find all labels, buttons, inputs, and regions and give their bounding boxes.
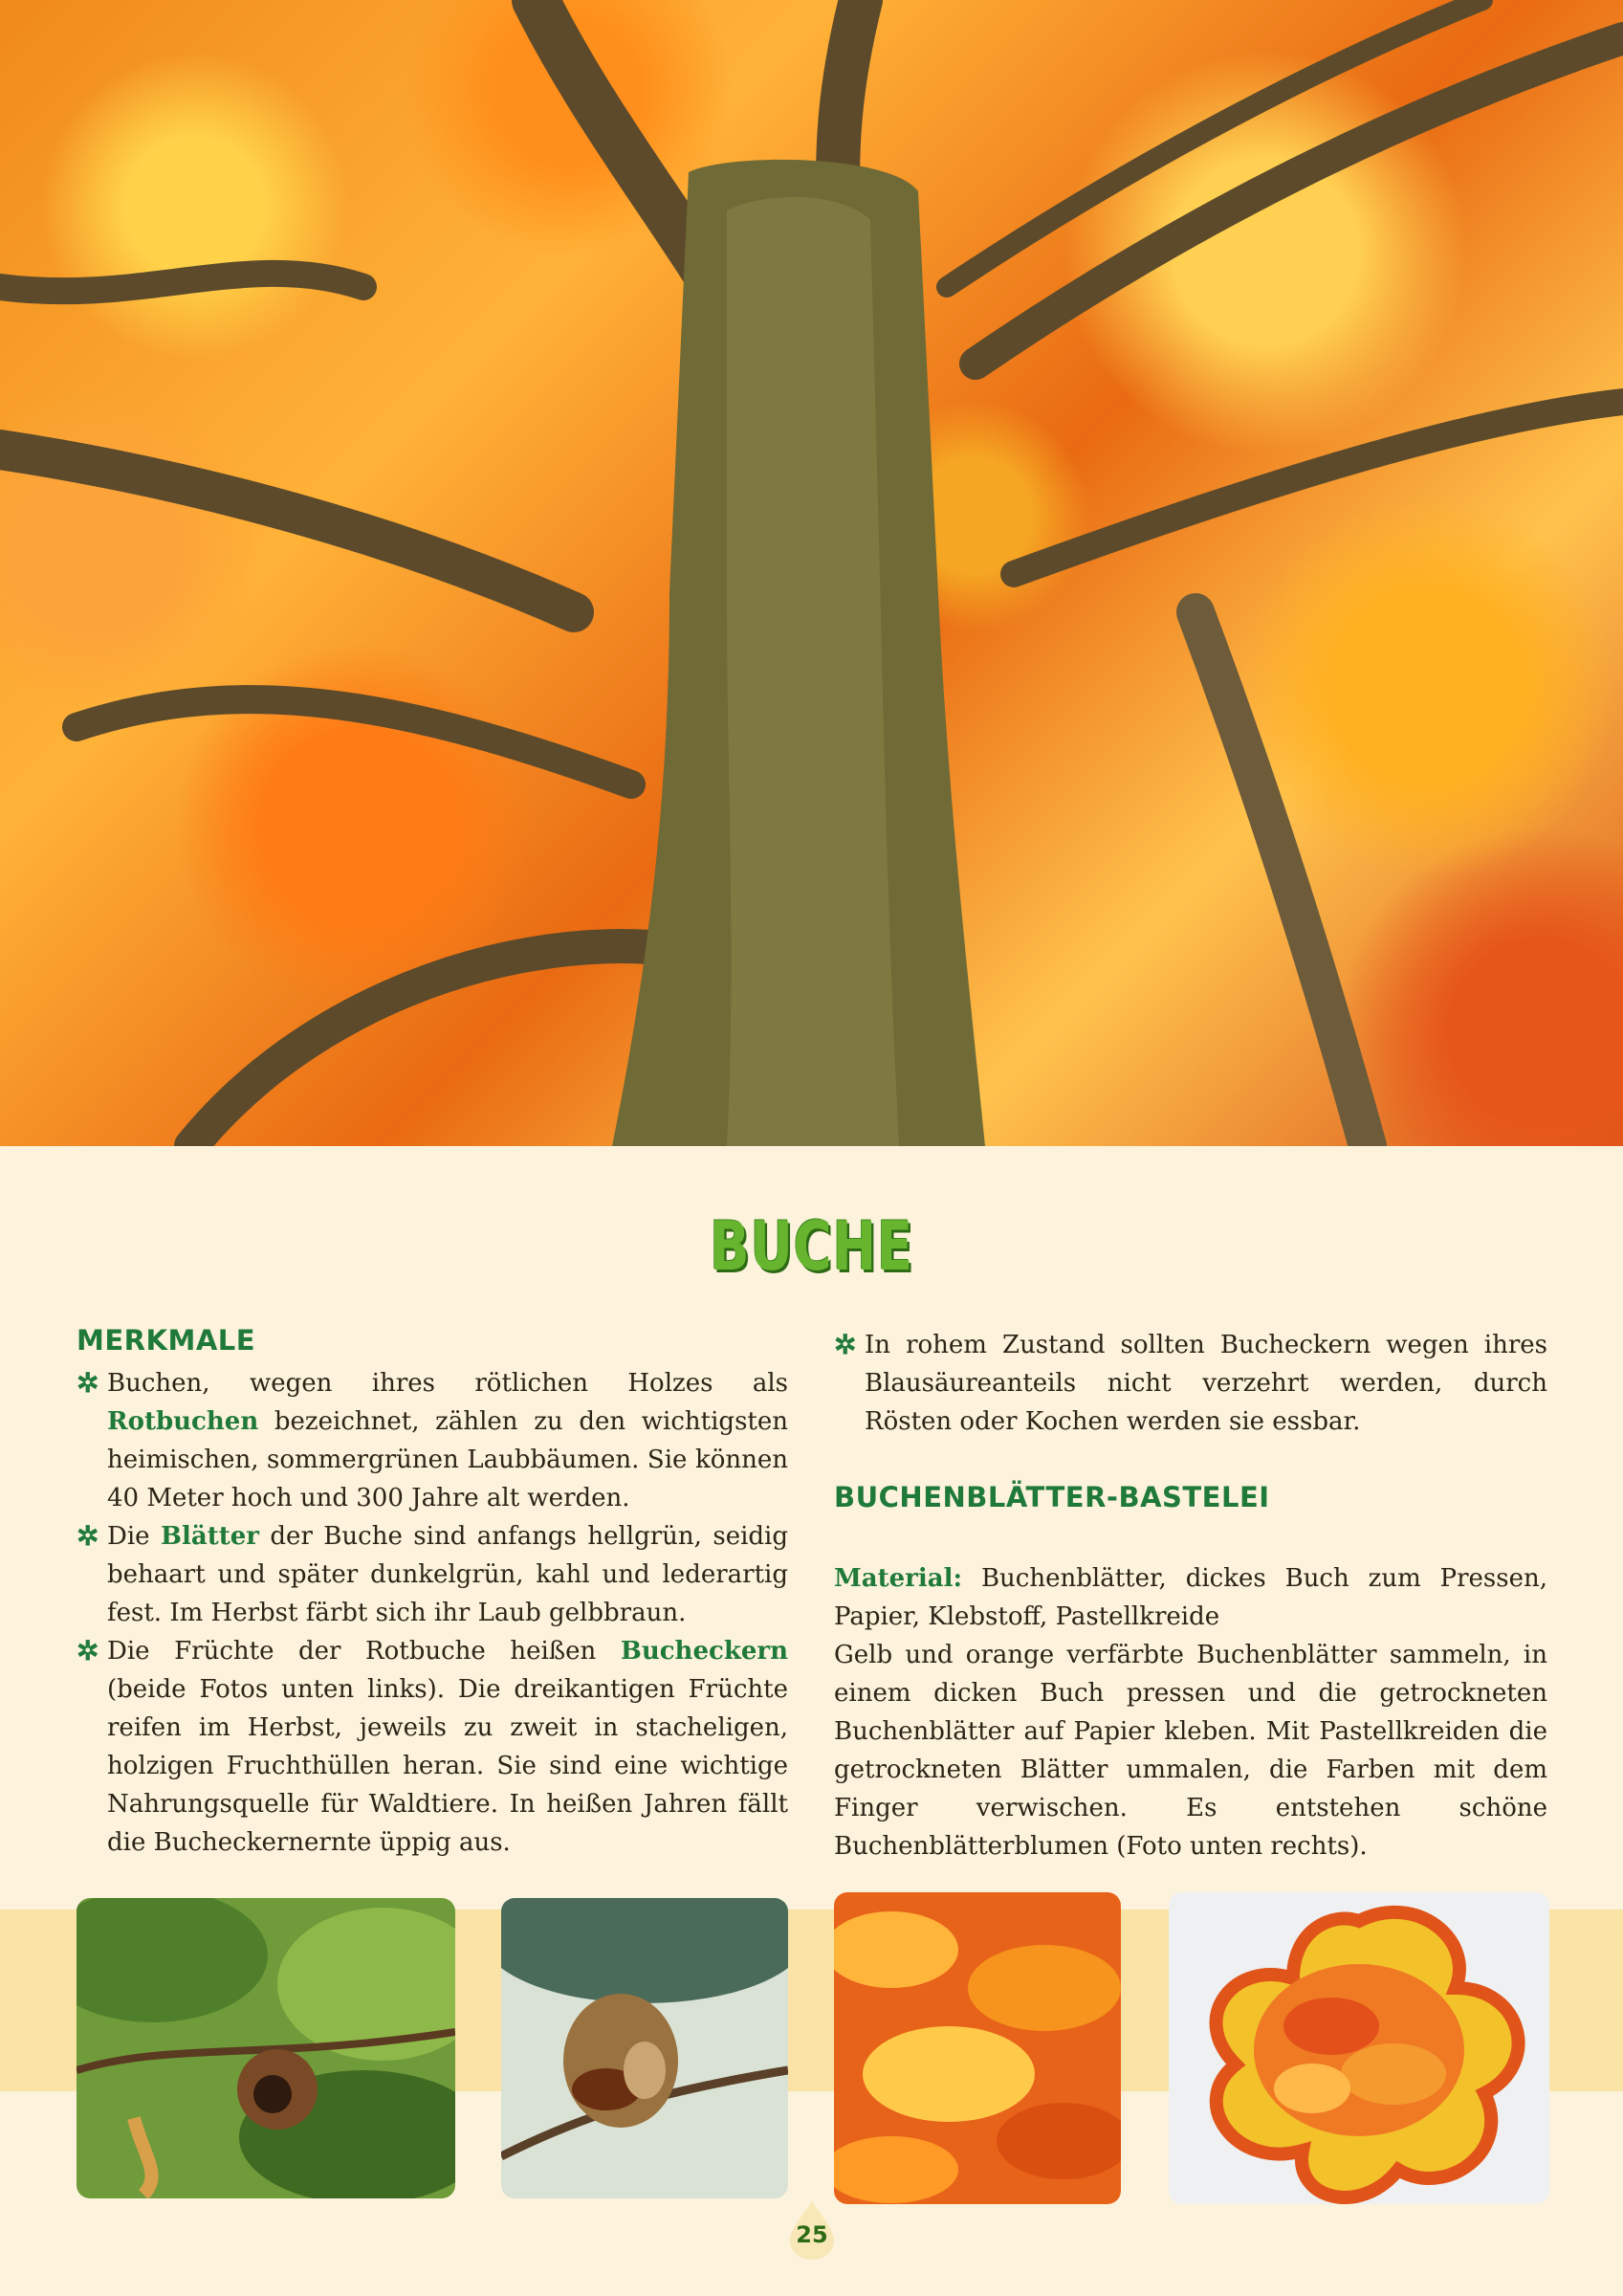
right-column: [834, 1326, 1547, 1441]
photo-bucheckern-husk: [501, 1898, 788, 2198]
hero-photo-beech-tree: [0, 0, 1623, 1146]
heading-bastelei: BUCHENBLÄTTER-BASTELEI: [834, 1481, 1270, 1513]
asterisk-icon: ✲: [77, 1635, 99, 1667]
right-bullet-bucheckern-warning: ✲ In rohem Zustand sollten Bucheckern wegen ihres Blausäureanteils nicht verzehrt werden, durch Rösten oder Kochen werden sie essbar.: [834, 1326, 1547, 1441]
material-label: Material:: [834, 1564, 963, 1593]
merkmale-bullet-1: ✲ Buchen, wegen ihres rötlichen Holzes als Rotbuchen bezeichnet, zählen zu den wichtigsten heimischen, sommergrünen Laubbäumen. Sie können 40 Meter hoch und 300 Jahre alt werden.: [77, 1364, 788, 1517]
highlight-blaetter: Blätter: [161, 1522, 259, 1551]
merkmale-list: [77, 1364, 788, 1862]
photo-bucheckern-branch: [77, 1898, 455, 2198]
highlight-bucheckern: Bucheckern: [620, 1637, 788, 1666]
photo-autumn-leaves: [834, 1892, 1121, 2204]
page-number-badge: [790, 2200, 834, 2260]
merkmale-bullet-3: ✲ Die Früchte der Rotbuche heißen Bucheckern (beide Fotos unten links). Die dreikantigen Früchte reifen im Herbst, jeweils zu zweit in stacheligen, holzigen Fruchthüllen heran. Sie sind eine wichtige Nahrungsquelle für Waldtiere. In heißen Jahren fällt die Bucheckernernte üppig aus.: [77, 1632, 788, 1862]
highlight-rotbuchen: Rotbuchen: [107, 1407, 259, 1436]
asterisk-icon: ✲: [77, 1367, 99, 1399]
asterisk-icon: ✲: [77, 1520, 99, 1552]
page-number: 25: [796, 2221, 828, 2248]
bastelei-text: [834, 1559, 1547, 1866]
material-line: Material: Buchenblätter, dickes Buch zum Pressen, Papier, Klebstoff, Pastellkreide: [834, 1564, 1547, 1631]
page-title: BUCHE: [710, 1207, 913, 1286]
tree-trunk-illustration: [0, 0, 1623, 1146]
bastelei-instructions: Gelb und orange verfärbte Buchenblätter sammeln, in einem dicken Buch pressen und die getrockneten Buchenblätter auf Papier kleben. Mit Pastellkreiden die getrockneten Blätter ummalen, die Farben mit dem Finger verwischen. Es entstehen schöne Buchenblätterblumen (Foto unten rechts).: [834, 1641, 1547, 1861]
heading-merkmale: MERKMALE: [77, 1324, 256, 1357]
merkmale-bullet-2: ✲ Die Blätter der Buche sind anfangs hellgrün, seidig behaart und später dunkelgrün, kahl und lederartig fest. Im Herbst färbt sich ihr Laub gelbbraun.: [77, 1517, 788, 1632]
photo-leaf-flower-craft: [1169, 1892, 1549, 2204]
asterisk-icon: ✲: [834, 1329, 857, 1360]
